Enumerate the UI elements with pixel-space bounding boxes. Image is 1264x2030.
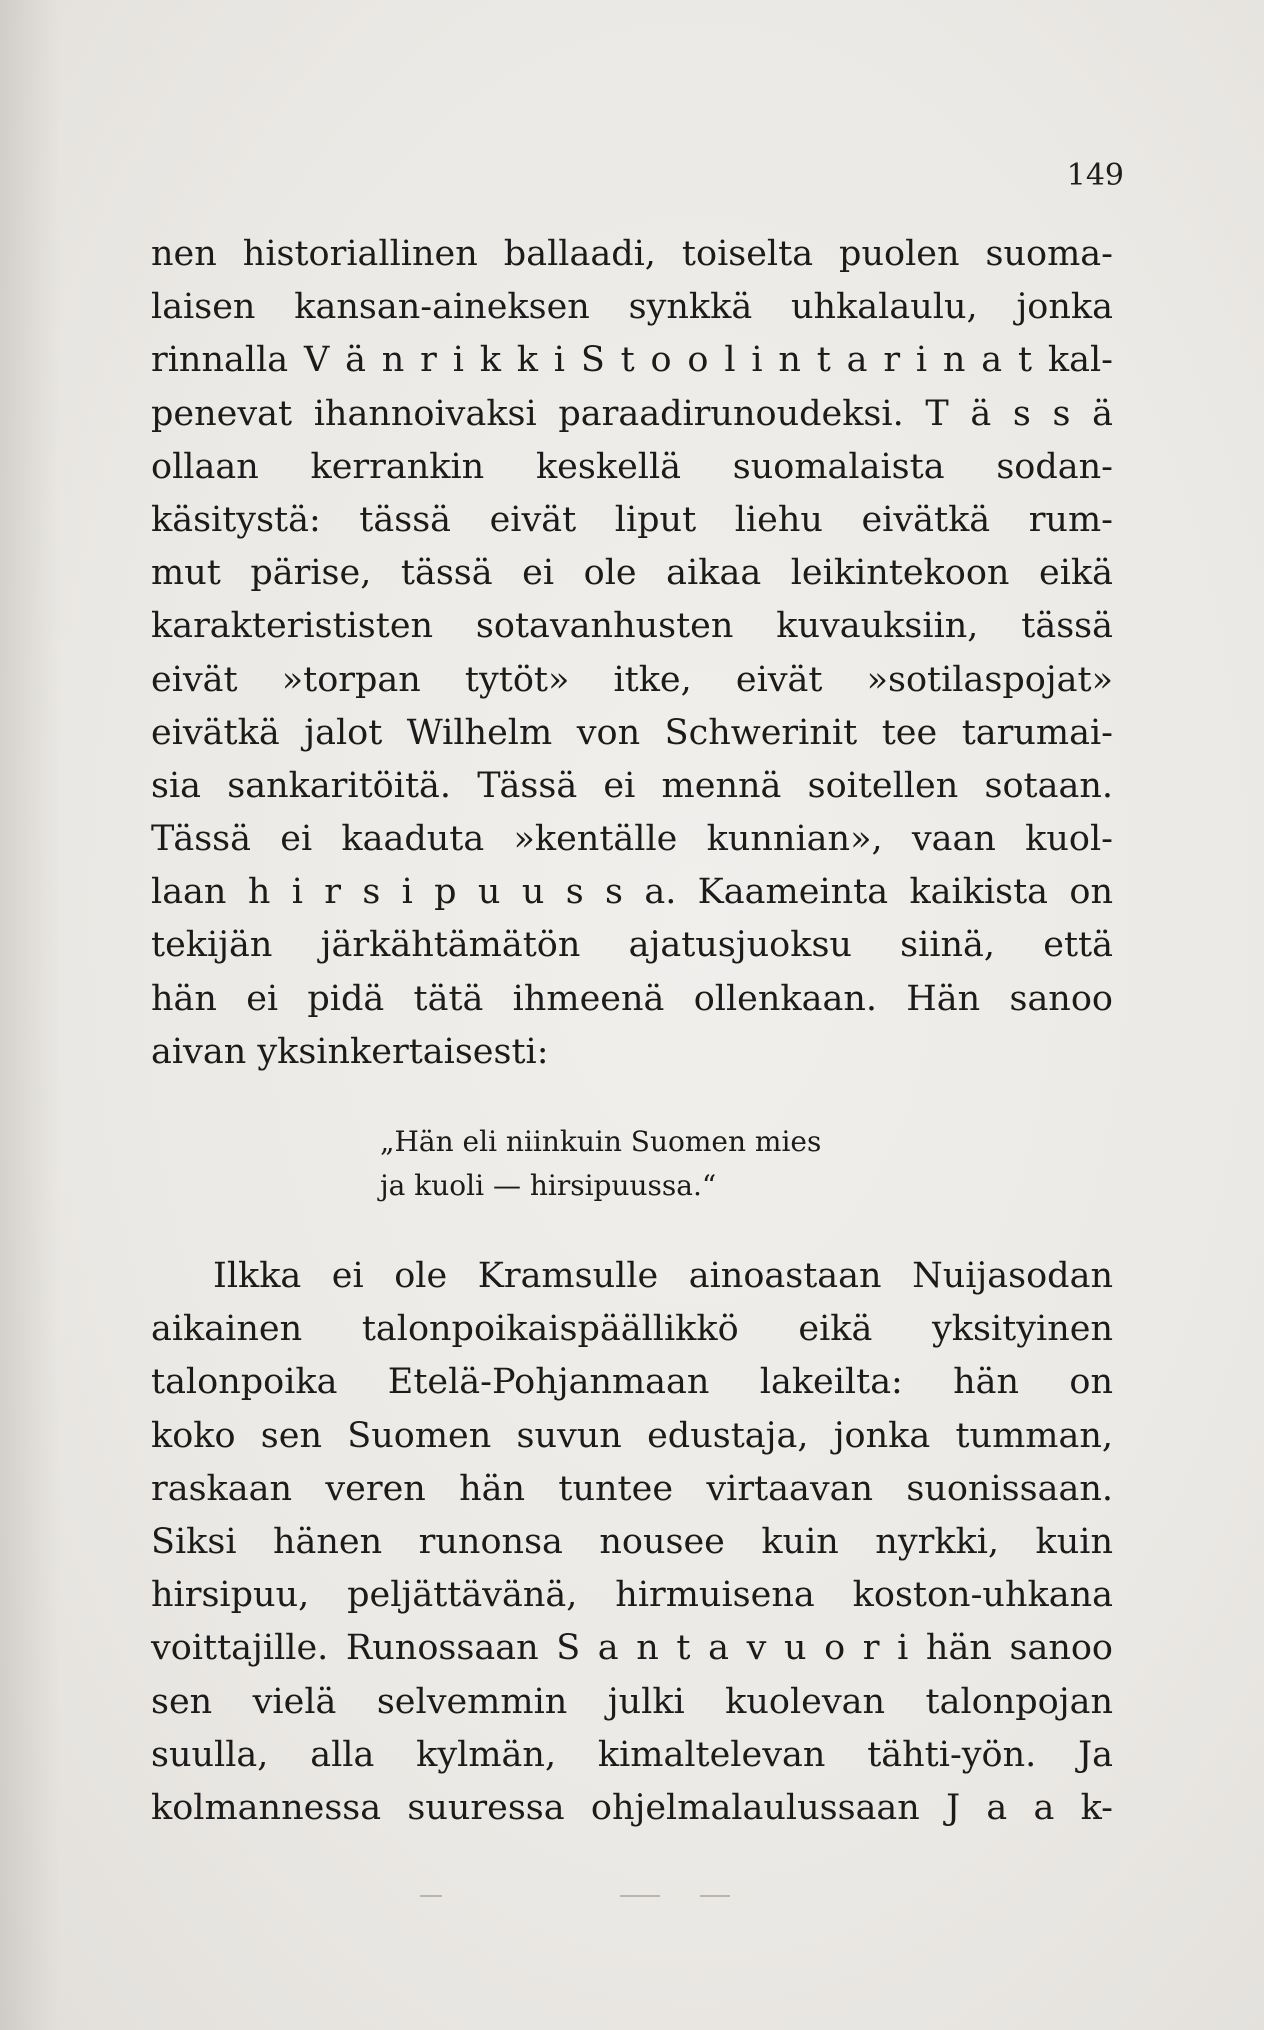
gutter-shadow [0, 0, 60, 2030]
text-line: penevat ihannoivaksi paraadirunoudeksi. T ä s s ä [151, 393, 1113, 434]
page-number: 149 [1066, 158, 1124, 193]
verse-quote [380, 1120, 940, 1208]
paragraph-1 [151, 228, 1113, 1079]
text-line: rinnalla V ä n r i k k i S t o o l i n t a r i n a t kal- [151, 340, 1113, 381]
text-line: sen vielä selvemmin julki kuolevan talonpojan [151, 1681, 1113, 1722]
bleed-through-mark [420, 1895, 442, 1897]
text-line: suulla, alla kylmän, kimaltelevan tähti-yön. Ja [151, 1734, 1113, 1775]
text-line: talonpoika Etelä-Pohjanmaan lakeilta: hän on [151, 1362, 1113, 1403]
paragraph-2 [151, 1250, 1113, 1835]
verse-line: ja kuoli — hirsipuussa.“ [380, 1169, 717, 1202]
text-line: Ilkka ei ole Kramsulle ainoastaan Nuijasodan [213, 1256, 1113, 1296]
text-line: laisen kansan-aineksen synkkä uhkalaulu, jonka [151, 287, 1113, 328]
text-line: raskaan veren hän tuntee virtaavan suonissaan. [151, 1468, 1113, 1509]
text-line: Siksi hänen runonsa nousee kuin nyrkki, kuin [151, 1521, 1113, 1562]
text-line: mut pärise, tässä ei ole aikaa leikintekoon eikä [151, 553, 1113, 594]
text-line: eivät »torpan tytöt» itke, eivät »sotilaspojat» [151, 659, 1113, 700]
text-line: nen historiallinen ballaadi, toiselta puolen suoma- [151, 234, 1113, 274]
text-line: koko sen Suomen suvun edustaja, jonka tumman, [151, 1415, 1113, 1456]
bleed-through-mark [700, 1895, 730, 1897]
text-line: karakterististen sotavanhusten kuvauksiin, tässä [151, 606, 1113, 647]
text-line: käsitystä: tässä eivät liput liehu eivätkä rum- [151, 499, 1113, 540]
verse-line: „Hän eli niinkuin Suomen mies [380, 1125, 822, 1158]
text-line: Tässä ei kaaduta »kentälle kunnian», vaan kuol- [151, 819, 1113, 860]
text-line: sia sankaritöitä. Tässä ei mennä soitellen sotaan. [151, 765, 1113, 806]
text-line: ollaan kerrankin keskellä suomalaista sodan- [151, 446, 1113, 487]
text-line: aikainen talonpoikaispäällikkö eikä yksityinen [151, 1309, 1113, 1350]
text-line: tekijän järkähtämätön ajatusjuoksu siinä, että [151, 925, 1113, 966]
text-line: hirsipuu, peljättävänä, hirmuisena koston-uhkana [151, 1575, 1113, 1616]
bleed-through-mark [620, 1895, 660, 1897]
text-line: laan h i r s i p u u s s a. Kaameinta kaikista on [151, 872, 1113, 913]
text-line: voittajille. Runossaan S a n t a v u o r i hän sanoo [151, 1628, 1113, 1669]
text-line: hän ei pidä tätä ihmeenä ollenkaan. Hän sanoo [151, 978, 1113, 1019]
text-line: eivätkä jalot Wilhelm von Schwerinit tee tarumai- [151, 712, 1113, 753]
text-line: aivan yksinkertaisesti: [151, 1031, 549, 1072]
text-line: kolmannessa suuressa ohjelmalaulussaan J a a k- [151, 1787, 1113, 1828]
